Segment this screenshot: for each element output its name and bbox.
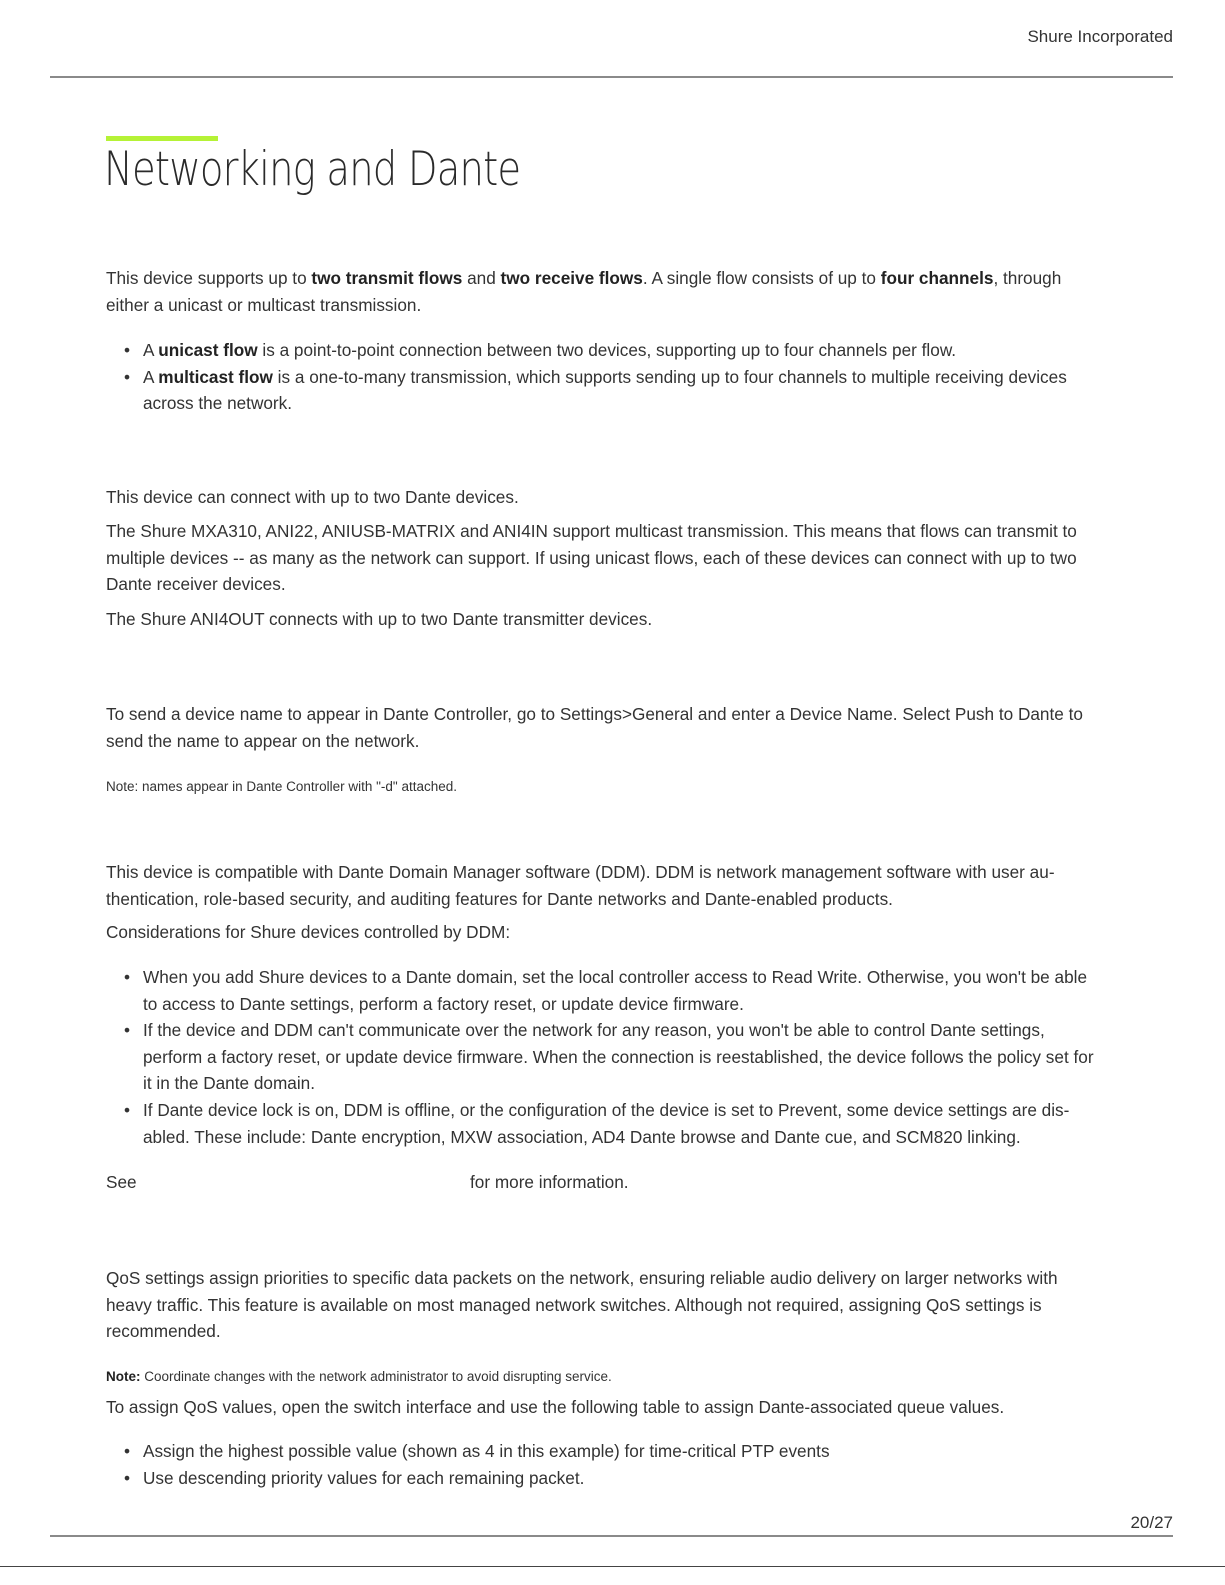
note-label: Note: (106, 1369, 141, 1384)
list-item: • If Dante device lock is on, DDM is offline, or the configuration of the device is set to Prevent, some device settings are disabled. These include: Dante encryption, MXW association, AD4 Dante browse and Dante cue, and SCM820 linking. (106, 1097, 1106, 1150)
text-run: , through either a unicast or multicast transmission. (106, 268, 1062, 315)
ddm-paragraph-2: Considerations for Shure devices controlled by DDM: (106, 922, 511, 942)
text-run: Coordinate changes with the network administrator to avoid disrupting service. (140, 1369, 612, 1384)
footer-divider (50, 1535, 1173, 1537)
devices-paragraph-1: This device can connect with up to two Dante devices. (106, 487, 519, 507)
qos-note (106, 1368, 1106, 1386)
bold-text: unicast flow (158, 340, 258, 360)
text-run: A (143, 340, 159, 360)
title-accent-bar (106, 136, 218, 141)
text-run: for more information. (470, 1172, 629, 1192)
text-run: See (106, 1172, 137, 1192)
list-item: • When you add Shure devices to a Dante domain, set the local controller access to Read Write. Otherwise, you won't be able to access to Dante settings, perform a factory reset, or update device firmware. (106, 964, 1106, 1017)
list-item (106, 364, 1106, 417)
qos-steps-list (106, 1438, 1106, 1491)
devices-paragraph-2: The Shure MXA310, ANI22, ANIUSB-MATRIX and ANI4IN support multicast transmission. This means that flows can transmit to multiple devices -- as many as the network can support. If using unicast flows, each of these devices can connect with up to two Dante receiver devices. (106, 521, 1077, 595)
ddm-paragraph-1: This device is compatible with Dante Domain Manager software (DDM). DDM is network management software with user authentication, role-based security, and auditing features for Dante networks and Dante-enabled products. (106, 862, 1055, 909)
ddm-considerations-list (106, 964, 1106, 1150)
flow-types-list (106, 337, 1106, 417)
text-run: A (143, 366, 159, 387)
bold-text: four channels (880, 268, 994, 288)
bold-text: two receive flows (500, 268, 643, 288)
flows-intro-paragraph (106, 265, 1106, 318)
list-item: • Assign the highest possible value (shown as 4 in this example) for time-critical PTP events (106, 1438, 1106, 1465)
page-number: 20/27 (1130, 1513, 1173, 1532)
list-item (106, 337, 1106, 364)
bold-text: multicast flow (158, 366, 273, 387)
naming-paragraph: To send a device name to appear in Dante Controller, go to Settings>General and enter a Device Name. Select Push to Dante to send the name to appear on the network. (106, 704, 1083, 751)
see-more-paragraph (106, 1169, 1106, 1196)
text-run: is a one-to-many transmission, which supports sending up to four channels to multiple receiving devices across the network. (143, 366, 1067, 414)
text-run: is a point-to-point connection between two devices, supporting up to four channels per flow. (257, 340, 957, 360)
bold-text: two transmit flows (311, 268, 463, 288)
header-company-name: Shure Incorporated (1027, 27, 1173, 46)
qos-paragraph-2: To assign QoS values, open the switch interface and use the following table to assign Dante-associated queue values. (106, 1397, 1005, 1417)
devices-paragraph-3: The Shure ANI4OUT connects with up to two Dante transmitter devices. (106, 609, 653, 629)
qos-paragraph-1: QoS settings assign priorities to specific data packets on the network, ensuring reliable audio delivery on larger networks with heavy traffic. This feature is available on most managed network switches. Although not required, assigning QoS settings is recommended. (106, 1268, 1058, 1342)
page-edge-line (0, 1566, 1225, 1567)
text-run: This device supports up to (106, 268, 312, 288)
page-title: Networking and Dante (104, 142, 521, 197)
naming-note: Note: names appear in Dante Controller with "-d" attached. (106, 779, 458, 794)
header-divider (50, 76, 1173, 78)
text-run: . A single flow consists of up to (642, 268, 881, 288)
list-item: • Use descending priority values for each remaining packet. (106, 1465, 1106, 1492)
list-item: • If the device and DDM can't communicate over the network for any reason, you won't be able to control Dante settings, perform a factory reset, or update device firmware. When the connection is reestablished, the device follows the policy set for it in the Dante domain. (106, 1017, 1106, 1097)
text-run: and (462, 268, 501, 288)
